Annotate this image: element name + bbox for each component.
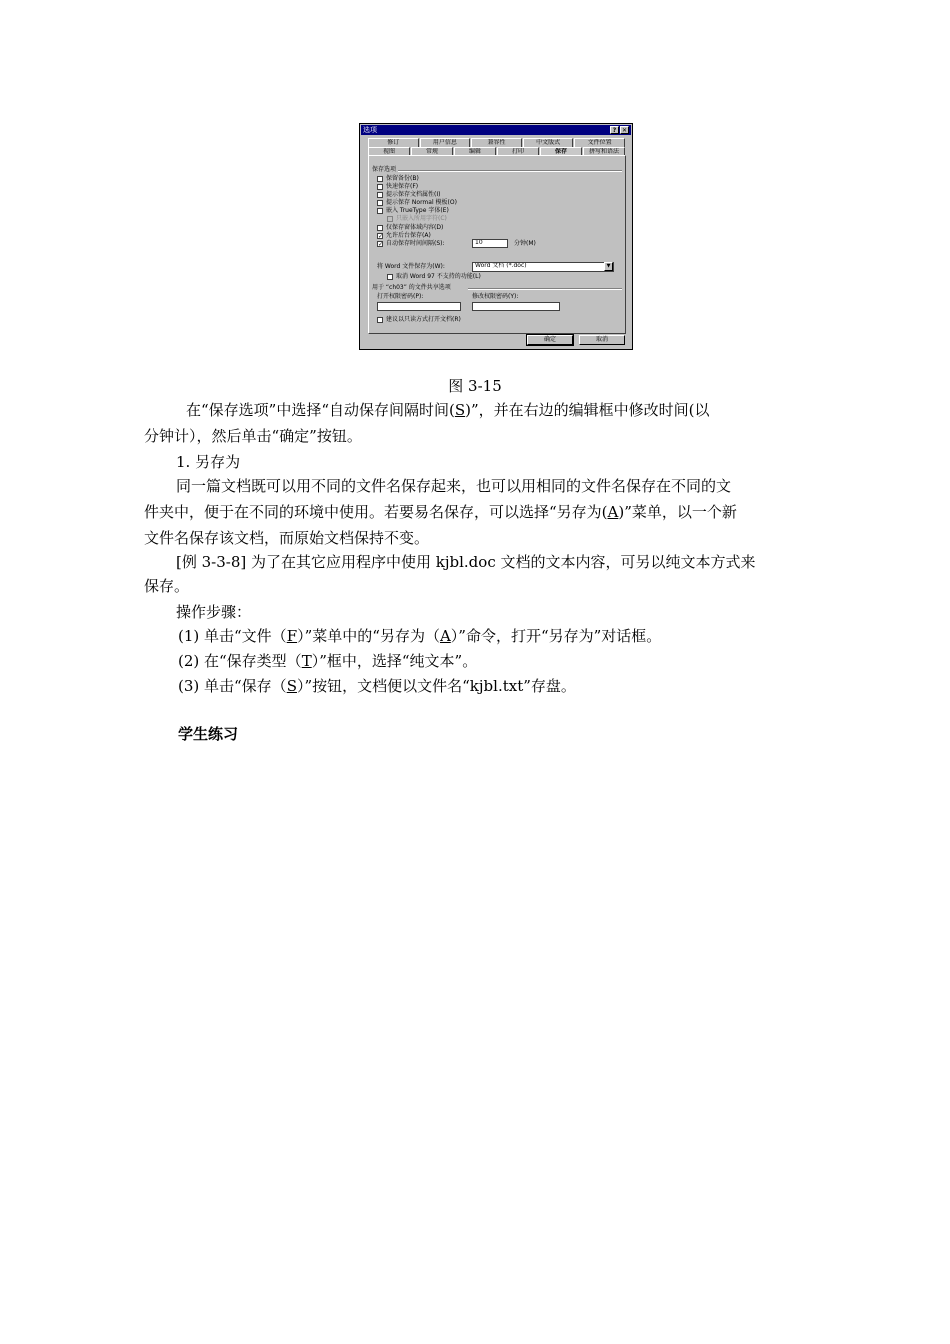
dialog-title: 选项: [363, 126, 377, 134]
disable-w97-features-label: 取消 Word 97 不支持的功能(L): [396, 273, 481, 280]
shortcut-key: S: [454, 401, 466, 419]
open-password-input[interactable]: [377, 302, 461, 311]
embed-truetype-checkbox[interactable]: [377, 208, 383, 214]
embed-used-chars-checkbox[interactable]: [387, 216, 393, 222]
fast-save-checkbox[interactable]: [377, 184, 383, 190]
prompt-normal-template-checkbox[interactable]: [377, 200, 383, 206]
modify-password-label: 修改权限密码(Y):: [472, 293, 519, 300]
chevron-down-icon[interactable]: ▼: [604, 262, 613, 271]
background-save-checkbox[interactable]: ✓: [378, 233, 384, 240]
steps-title: 操作步骤：: [176, 603, 252, 621]
save-as-format-select[interactable]: [472, 262, 614, 272]
open-password-label: 打开权限密码(P):: [377, 293, 424, 300]
shortcut-key: A: [607, 503, 619, 521]
help-button[interactable]: ?: [610, 126, 619, 134]
shortcut-key: F: [286, 627, 298, 645]
paragraph-1-line-1: 在“保存选项”中选择“自动保存间隔时间(S)”，并在右边的编辑框中修改时间(以: [186, 401, 710, 419]
embed-truetype-label: 嵌入 TrueType 字体(E): [386, 207, 449, 214]
fast-save-label: 快速保存(F): [386, 183, 419, 190]
section-divider: [468, 288, 622, 290]
prompt-doc-properties-checkbox[interactable]: [377, 192, 383, 198]
paragraph-2-line-2: 件夹中，便于在不同的环境中使用。若要易名保存，可以选择“另存为(A)”菜单，以一个新: [144, 503, 737, 521]
save-as-format-value: Word 文档 (*.doc): [475, 262, 527, 269]
ok-button[interactable]: 确定: [527, 335, 573, 345]
dialog-title-bar: [361, 125, 631, 135]
tab-save[interactable]: 保存: [540, 147, 582, 156]
prompt-normal-template-label: 提示保存 Normal 模板(O): [386, 199, 457, 206]
save-as-format-label: 将 Word 文件保存为(W):: [377, 263, 445, 270]
tab-user-info[interactable]: 用户信息: [420, 138, 471, 147]
save-options-heading: 保存选项: [372, 166, 397, 173]
autosave-label: 自动保存时间间隔(S):: [386, 240, 445, 247]
tab-row-upper: [368, 138, 626, 147]
autosave-interval-value: 10: [475, 239, 483, 246]
example-line-2: 保存。: [144, 577, 190, 595]
shortcut-key: A: [439, 627, 451, 645]
tab-print[interactable]: 打印: [497, 147, 539, 156]
tab-compatibility[interactable]: 兼容性: [471, 138, 522, 147]
background-save-label: 允许后台保存(A): [386, 232, 431, 239]
step-1: (1) 单击“文件（F）”菜单中的“另存为（A）”命令，打开“另存为”对话框。: [178, 627, 662, 645]
exercise-heading: 学生练习: [178, 725, 239, 743]
paragraph-1-line-2: 分钟计），然后单击“确定”按钮。: [144, 427, 362, 445]
save-form-data-label: 仅保存窗体域内容(D): [386, 224, 444, 231]
embed-used-chars-label: 只嵌入所用字符(C): [396, 215, 447, 222]
file-sharing-heading: 用于 “ch03” 的文件共享选项: [372, 284, 451, 291]
example-line-1: [例 3-3-8] 为了在其它应用程序中使用 kjbl.doc 文档的文本内容，可另以纯文本方式来: [176, 553, 756, 571]
keep-backup-label: 保留备份(B): [386, 175, 419, 182]
tab-general[interactable]: 常规: [411, 147, 453, 156]
tab-edit[interactable]: 编辑: [454, 147, 496, 156]
close-icon[interactable]: ✕: [621, 127, 628, 134]
shortcut-key: S: [286, 677, 297, 695]
read-only-recommended-label: 建议以只读方式打开文档(R): [386, 316, 461, 323]
modify-password-input[interactable]: [472, 302, 560, 311]
autosave-unit-label: 分钟(M): [514, 240, 536, 247]
tab-revisions[interactable]: 修订: [368, 138, 419, 147]
tab-asian-typography[interactable]: 中文版式: [523, 138, 574, 147]
tab-view[interactable]: 视图: [368, 147, 410, 156]
section-item-save-as: 1. 另存为: [176, 453, 241, 471]
save-form-data-checkbox[interactable]: [377, 225, 383, 231]
tab-spelling-grammar[interactable]: 拼写和语法: [583, 147, 625, 156]
options-dialog-figure: [359, 123, 633, 350]
prompt-doc-properties-label: 提示保存文档属性(I): [386, 191, 441, 198]
autosave-interval-input[interactable]: [472, 239, 508, 248]
read-only-recommended-checkbox[interactable]: [377, 317, 383, 323]
paragraph-2-line-3: 文件名保存该文档，而原始文档保持不变。: [144, 529, 430, 547]
step-2: (2) 在“保存类型（T）”框中，选择“纯文本”。: [178, 652, 478, 670]
figure-caption: 图 3-15: [448, 377, 502, 395]
cancel-button[interactable]: 取消: [579, 335, 625, 345]
disable-w97-features-checkbox[interactable]: [387, 274, 393, 280]
autosave-checkbox[interactable]: ✓: [378, 241, 384, 248]
keep-backup-checkbox[interactable]: [377, 176, 383, 182]
tab-file-locations[interactable]: 文件位置: [574, 138, 625, 147]
paragraph-2-line-1: 同一篇文档既可以用不同的文件名保存起来，也可以用相同的文件名保存在不同的文: [176, 477, 732, 495]
shortcut-key: T: [301, 652, 312, 670]
section-divider: [398, 170, 622, 172]
step-3: (3) 单击“保存（S）”按钮，文档便以文件名“kjbl.txt”存盘。: [178, 677, 576, 695]
